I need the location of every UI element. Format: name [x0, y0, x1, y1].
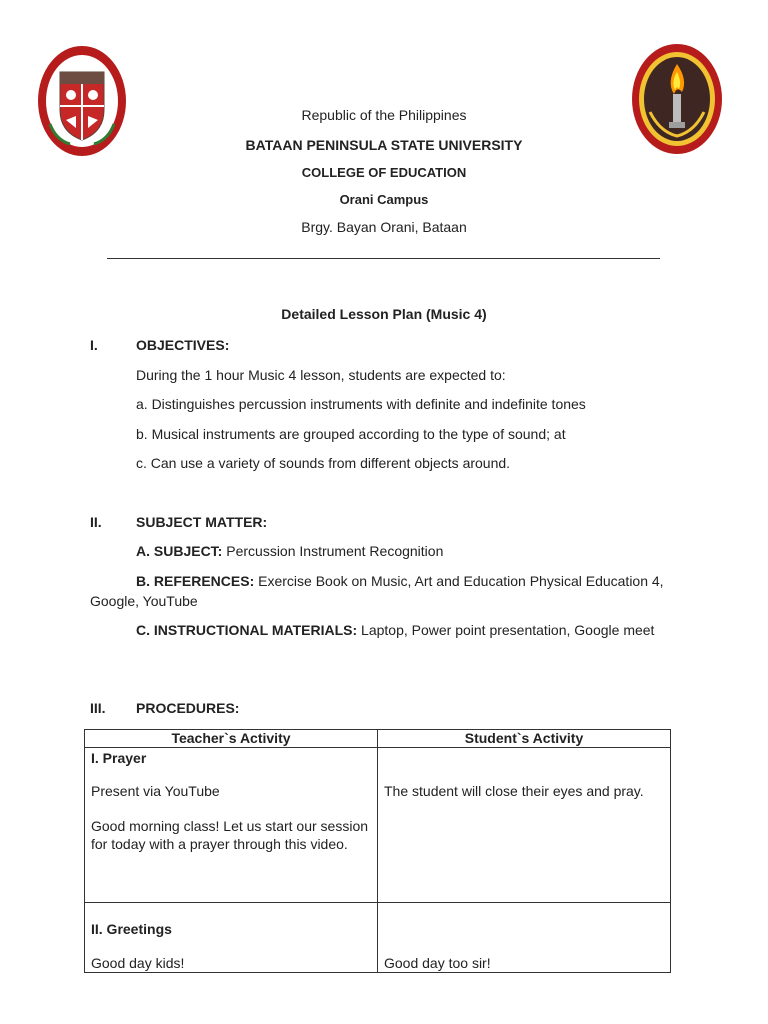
references-label: B. REFERENCES:	[136, 573, 255, 589]
objective-item: c. Can use a variety of sounds from different objects around.	[136, 455, 511, 471]
header-college: COLLEGE OF EDUCATION	[301, 165, 467, 180]
objectives-number: I.	[90, 337, 98, 353]
prayer-student-text: The student will close their eyes and pray.	[384, 783, 644, 799]
header-address: Brgy. Bayan Orani, Bataan	[301, 219, 467, 235]
subject-matter-number: II.	[90, 514, 102, 530]
greetings-teacher-text: Good day kids!	[91, 955, 185, 971]
header-divider	[107, 258, 660, 259]
greetings-heading: II. Greetings	[91, 921, 172, 937]
header-republic: Republic of the Philippines	[301, 107, 467, 123]
prayer-teacher-text: Good morning class! Let us start our session for today with a prayer through this video.	[91, 818, 369, 852]
greetings-student-text: Good day too sir!	[384, 955, 491, 971]
materials-paragraph	[90, 620, 670, 640]
objective-item: b. Musical instruments are grouped according to the type of sound; at	[136, 426, 566, 442]
subject-label: A. SUBJECT:	[136, 543, 223, 559]
prayer-heading: I. Prayer	[91, 750, 147, 766]
table-row	[85, 903, 671, 973]
procedures-number: III.	[90, 700, 106, 716]
header-university: BATAAN PENINSULA STATE UNIVERSITY	[245, 137, 523, 153]
prayer-teacher-text: Present via YouTube	[91, 783, 220, 799]
document-title: Detailed Lesson Plan (Music 4)	[281, 306, 487, 322]
references-paragraph	[90, 571, 670, 611]
objective-item: a. Distinguishes percussion instruments with definite and indefinite tones	[136, 396, 586, 412]
procedures-table	[84, 729, 671, 973]
objectives-heading: OBJECTIVES:	[136, 337, 230, 353]
procedures-heading: PROCEDURES:	[136, 700, 240, 716]
student-activity-header: Student`s Activity	[378, 730, 671, 748]
references-value: Exercise Book on Music, Art and Education Physical Education 4, Google, YouTube	[90, 573, 664, 609]
subject-matter-heading: SUBJECT MATTER:	[136, 514, 268, 530]
subject-line	[136, 543, 443, 559]
greetings-teacher-cell	[85, 903, 378, 973]
header-campus: Orani Campus	[339, 192, 429, 207]
prayer-teacher-cell	[85, 748, 378, 903]
table-row	[85, 748, 671, 903]
materials-value: Laptop, Power point presentation, Google meet	[357, 622, 655, 638]
materials-label: C. INSTRUCTIONAL MATERIALS:	[136, 622, 358, 638]
subject-value: Percussion Instrument Recognition	[222, 543, 444, 559]
prayer-student-cell	[378, 748, 671, 903]
teacher-activity-header: Teacher`s Activity	[85, 730, 378, 748]
objectives-intro: During the 1 hour Music 4 lesson, students are expected to:	[136, 367, 506, 383]
table-header-row	[85, 730, 671, 748]
greetings-student-cell	[378, 903, 671, 973]
